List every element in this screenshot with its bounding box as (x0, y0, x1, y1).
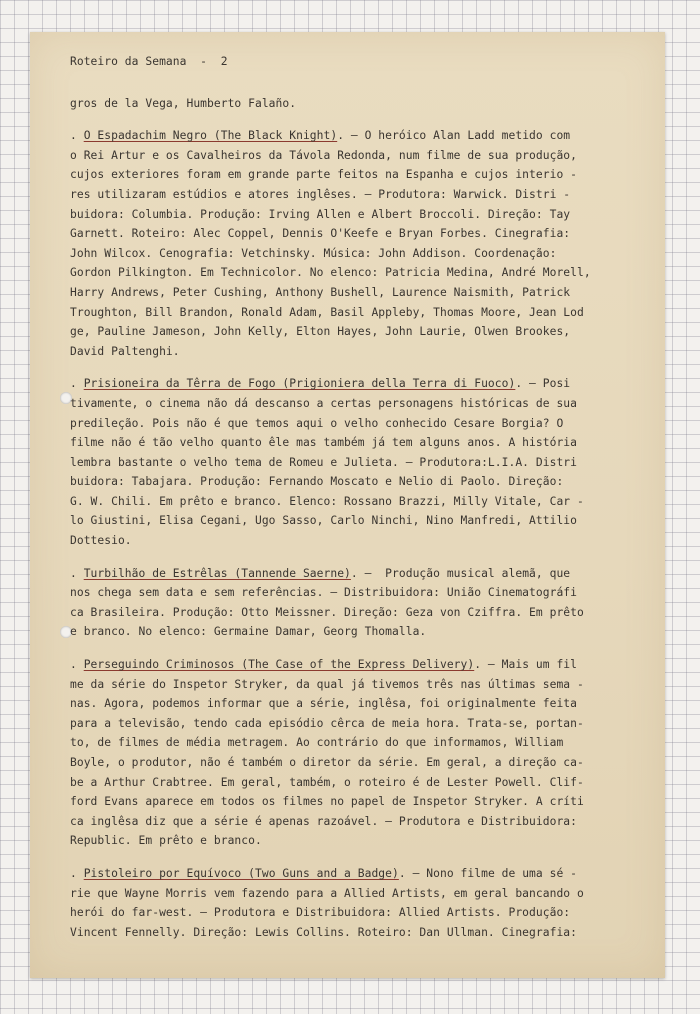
body-line: Boyle, o produtor, não é também o diretor da série. Em geral, a direção ca- (70, 756, 584, 769)
entry-intro: . — Produção musical alemã, que (350, 566, 571, 580)
film-entry (70, 655, 660, 851)
body-line: herói do far-west. — Produtora e Distribuidora: Allied Artists. Produção: (70, 906, 571, 920)
entry-first-line: . Prisioneira da Têrra de Fogo (Prigioniera della Terra di Fuoco). — Posi (70, 377, 571, 391)
body-line: Republic. Em prêto e branco. (70, 834, 262, 848)
body-line: Vincent Fennelly. Direção: Lewis Collins. Roteiro: Dan Ullman. Cinegrafia: (70, 925, 577, 939)
body-line: nas. Agora, podemos informar que a série, inglêsa, foi originalmente feita (70, 697, 577, 711)
body-line: o Rei Artur e os Cavalheiros da Távola Redonda, num filme de sua produção, (70, 148, 577, 162)
film-title: Turbilhão de Estrêlas (Tannende Saerne) (83, 566, 351, 580)
entry-intro: . — O heróico Alan Ladd metido com (337, 129, 571, 143)
entry-intro: . — Posi (515, 377, 571, 391)
body-line: me da série do Inspetor Stryker, da qual já tivemos três nas últimas sema - (70, 677, 584, 691)
body-line: e branco. No elenco: Germaine Damar, Georg Thomalla. (70, 625, 427, 639)
body-line: tivamente, o cinema não dá descanso a certas personagens históricas de sua (70, 396, 577, 410)
entry-first-line: . Perseguindo Criminosos (The Case of the Express Delivery). — Mais um fil (70, 658, 578, 672)
body-line: res utilizaram estúdios e atores inglêses. — Produtora: Warwick. Distri - (70, 187, 571, 201)
film-title: Perseguindo Criminosos (The Case of the Express Delivery) (83, 658, 475, 672)
body-line: rie que Wayne Morris vem fazendo para a Allied Artists, em geral bancando o (70, 886, 584, 900)
body-line: buidora: Columbia. Produção: Irving Allen e Albert Broccoli. Direção: Tay (70, 207, 571, 221)
typewritten-page (30, 32, 665, 978)
body-line: lembra bastante o velho tema de Romeu e Julieta. — Produtora:L.I.A. Distri (70, 455, 577, 469)
body-line: Dottesio. (70, 534, 132, 548)
body-line: G. W. Chili. Em prêto e branco. Elenco: Rossano Brazzi, Milly Vitale, Car - (70, 494, 584, 508)
body-line: para a televisão, tendo cada episódio cêrca de meia hora. Trata-se, portan- (70, 716, 584, 730)
entry-intro: . — Nono filme de uma sé - (398, 866, 578, 880)
body-line: buidora: Tabajara. Produção: Fernando Moscato e Nelio di Paolo. Direção: (70, 475, 564, 489)
body-line: filme não é tão velho quanto êle mas também já tem alguns anos. A história (70, 436, 577, 450)
body-line: be a Arthur Crabtree. Em geral, também, o roteiro é de Lester Powell. Clif- (70, 775, 584, 789)
body-line: Garnett. Roteiro: Alec Coppel, Dennis O'Keefe e Bryan Forbes. Cinegrafia: (70, 227, 571, 241)
body-line: ca Brasileira. Produção: Otto Meissner. Direção: Geza von Cziffra. Em prêto (70, 605, 584, 619)
body-line: predileção. Pois não é que temos aqui o velho conhecido Cesare Borgia? O (70, 416, 564, 430)
body-line: to, de filmes de média metragem. Ao contrário do que informamos, William (70, 736, 564, 750)
film-entry (70, 126, 660, 361)
body-line: nos chega sem data e sem referências. — Distribuidora: União Cinematográfi (70, 586, 577, 600)
body-line: Harry Andrews, Peter Cushing, Anthony Bushell, Laurence Naismith, Patrick (70, 285, 571, 299)
page-header: Roteiro da Semana - 2 (70, 55, 228, 68)
body-line: ford Evans aparece em todos os filmes no papel de Inspetor Stryker. A críti (70, 795, 584, 809)
film-entry (70, 564, 660, 642)
body-line: David Paltenghi. (70, 344, 180, 358)
body-line: cujos exteriores foram em grande parte feitos na Espanha e cujos interio - (70, 168, 577, 182)
body-line: ge, Pauline Jameson, John Kelly, Elton Hayes, John Laurie, Olwen Brookes, (70, 325, 571, 339)
body-line: Troughton, Bill Brandon, Ronald Adam, Basil Appleby, Thomas Moore, Jean Lod (70, 305, 584, 319)
body-line: ca inglêsa diz que a série é apenas razoável. — Produtora e Distribuidora: (70, 814, 577, 828)
body-line: lo Giustini, Elisa Cegani, Ugo Sasso, Carlo Ninchi, Nino Manfredi, Attilio (70, 514, 577, 528)
film-title: O Espadachim Negro (The Black Knight) (83, 129, 338, 143)
film-entry (70, 374, 660, 550)
film-title: Prisioneira da Têrra de Fogo (Prigioniera della Terra di Fuoco) (83, 377, 516, 391)
page-text (70, 52, 660, 942)
body-line: John Wilcox. Cenografia: Vetchinsky. Música: John Addison. Coordenação: (70, 246, 557, 260)
body-line: Gordon Pilkington. Em Technicolor. No elenco: Patricia Medina, André Morell, (70, 266, 591, 280)
intro-line: gros de la Vega, Humberto Falaño. (70, 96, 297, 110)
entry-intro: . — Mais um fil (474, 658, 578, 672)
entry-first-line: . Turbilhão de Estrêlas (Tannende Saerne). — Produção musical alemã, que (70, 566, 571, 580)
entry-first-line: . O Espadachim Negro (The Black Knight). — O heróico Alan Ladd metido com (70, 129, 571, 143)
film-entry (70, 864, 660, 942)
entry-first-line: . Pistoleiro por Equívoco (Two Guns and a Badge). — Nono filme de uma sé - (70, 866, 578, 880)
film-title: Pistoleiro por Equívoco (Two Guns and a Badge) (83, 866, 399, 880)
